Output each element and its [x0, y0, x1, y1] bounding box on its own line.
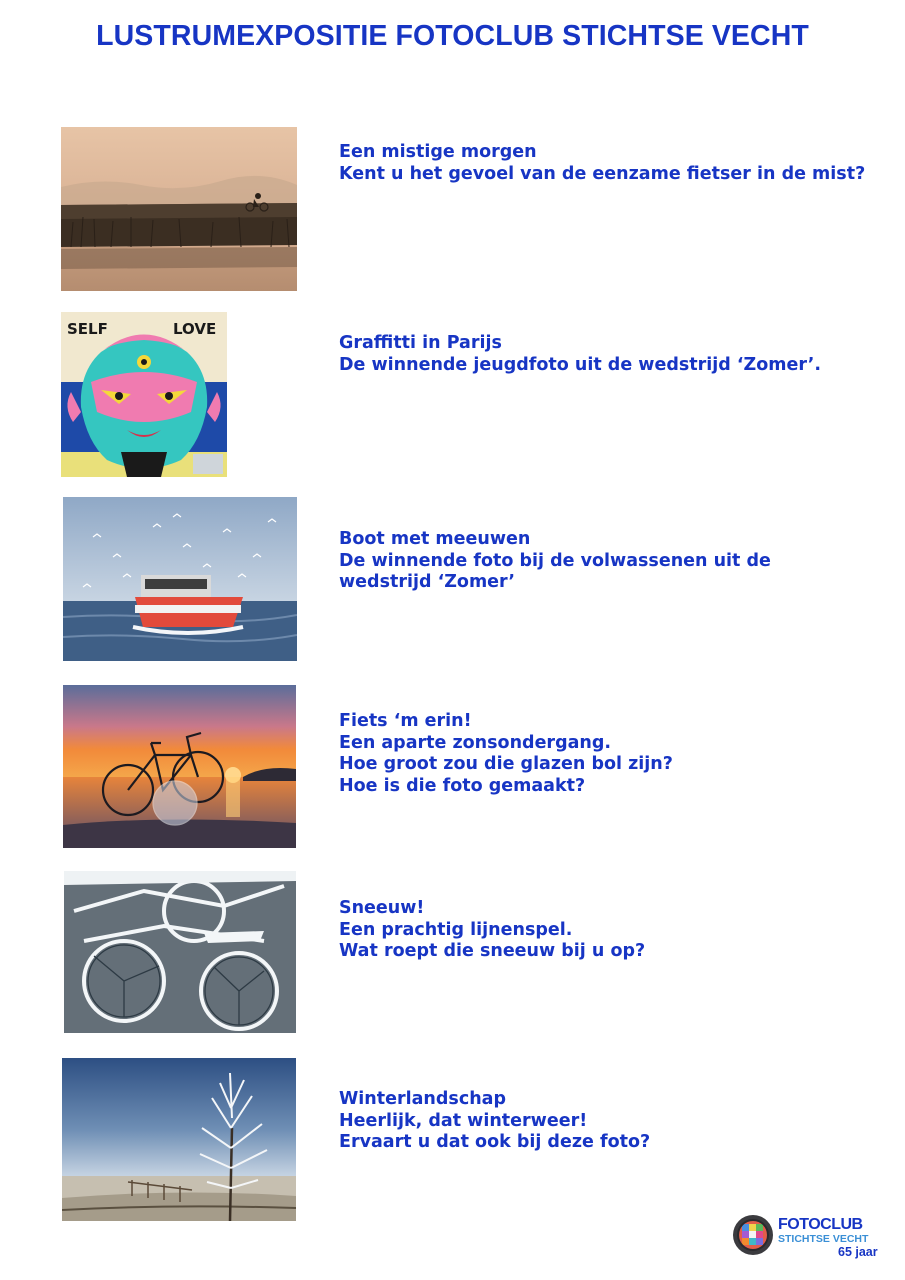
caption-title: Winterlandschap	[339, 1089, 507, 1109]
misty-landscape-photo	[61, 127, 297, 291]
caption-6	[339, 1089, 899, 1154]
page-title: LUSTRUMEXPOSITIE FOTOCLUB STICHTSE VECHT	[96, 20, 809, 52]
caption-text: Ervaart u dat ook bij deze foto?	[339, 1132, 651, 1152]
caption-2	[339, 333, 899, 376]
graffiti-self-text: SELF	[67, 320, 108, 338]
caption-5	[339, 898, 899, 963]
caption-text: Hoe groot zou die glazen bol zijn?	[339, 754, 673, 774]
camera-lens-icon	[732, 1214, 774, 1256]
caption-text: Kent u het gevoel van de eenzame fietser in de mist?	[339, 163, 866, 184]
logo-anniversary: 65 jaar	[838, 1245, 878, 1259]
caption-3	[339, 529, 899, 594]
caption-title: Graffitti in Parijs	[339, 333, 502, 353]
caption-text: Wat roept die sneeuw bij u op?	[339, 941, 646, 961]
boat-with-gulls-photo	[63, 497, 297, 661]
caption-text: Hoe is die foto gemaakt?	[339, 775, 586, 796]
graffiti-face-photo	[61, 312, 227, 477]
logo-name: FOTOCLUB	[778, 1216, 863, 1233]
graffiti-love-text: LOVE	[173, 320, 217, 338]
caption-text: Een aparte zonsondergang.	[339, 732, 612, 753]
caption-title: Boot met meeuwen	[339, 529, 531, 549]
caption-1	[339, 142, 899, 185]
bicycle-sunset-photo	[63, 685, 296, 848]
caption-title: Een mistige morgen	[339, 142, 537, 162]
snowy-bicycles-photo	[64, 871, 296, 1033]
fotoclub-logo	[730, 1212, 878, 1264]
caption-title: Fiets ‘m erin!	[339, 711, 472, 731]
caption-title: Sneeuw!	[339, 898, 425, 918]
caption-text: De winnende jeugdfoto uit de wedstrijd ‘Zomer’.	[339, 354, 822, 375]
winter-landscape-photo	[62, 1058, 296, 1221]
caption-text: Een prachtig lijnenspel.	[339, 919, 573, 940]
caption-text: Heerlijk, dat winterweer!	[339, 1110, 588, 1131]
caption-4	[339, 711, 899, 797]
caption-text: wedstrijd ‘Zomer’	[339, 572, 516, 592]
caption-text: De winnende foto bij de volwassenen uit de	[339, 550, 771, 571]
logo-subtitle: STICHTSE VECHT	[778, 1233, 869, 1245]
